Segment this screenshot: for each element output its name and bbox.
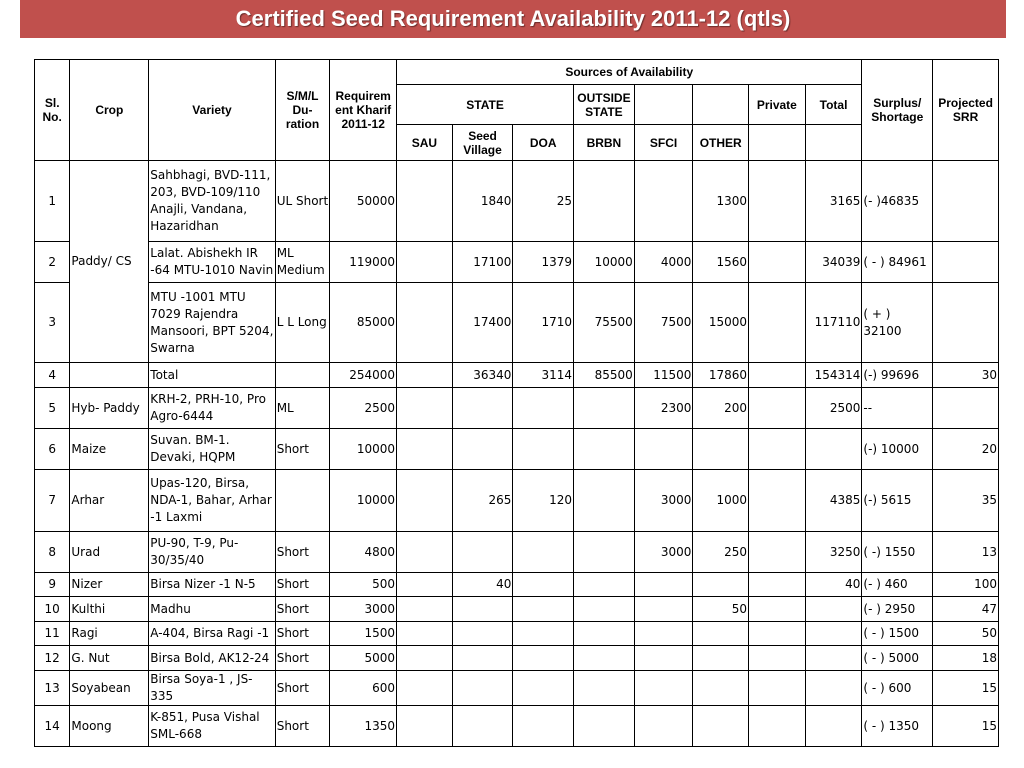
sau-cell xyxy=(397,646,453,671)
other-cell: 50 xyxy=(693,597,749,622)
private-cell xyxy=(749,622,806,646)
doa-cell xyxy=(513,622,574,646)
seed-village-cell xyxy=(452,622,513,646)
other-cell: 1560 xyxy=(693,242,749,283)
brbn-cell xyxy=(574,646,635,671)
sau-cell xyxy=(397,671,453,706)
projected-srr-cell: 50 xyxy=(933,622,999,646)
other-cell xyxy=(693,622,749,646)
requirement-cell: 500 xyxy=(330,573,397,597)
sfci-cell xyxy=(634,161,693,242)
header-row-1 xyxy=(35,60,999,85)
other-cell xyxy=(693,706,749,747)
surplus-cell: ( + ) 32100 xyxy=(862,283,933,363)
seed-village-cell xyxy=(452,646,513,671)
col-header-state: STATE xyxy=(397,85,574,125)
requirement-cell: 50000 xyxy=(330,161,397,242)
sl-no-cell: 2 xyxy=(35,242,70,283)
crop-cell: Hyb- Paddy xyxy=(70,388,149,429)
surplus-cell: ( - ) 1500 xyxy=(862,622,933,646)
table-row xyxy=(35,573,999,597)
table-row xyxy=(35,597,999,622)
variety-cell: Upas-120, Birsa, NDA-1, Bahar, Arhar -1 Laxmi xyxy=(149,470,275,532)
doa-cell xyxy=(513,388,574,429)
sau-cell xyxy=(397,388,453,429)
total-cell xyxy=(805,671,862,706)
sfci-cell: 2300 xyxy=(634,388,693,429)
table-row xyxy=(35,671,999,706)
doa-cell xyxy=(513,671,574,706)
seed-village-cell xyxy=(452,597,513,622)
col-header-brbn: BRBN xyxy=(574,125,635,161)
duration-cell xyxy=(275,363,330,388)
duration-cell: ML Medium xyxy=(275,242,330,283)
sau-cell xyxy=(397,429,453,470)
brbn-cell xyxy=(574,532,635,573)
other-cell xyxy=(693,671,749,706)
private-cell xyxy=(749,646,806,671)
table-row xyxy=(35,242,999,283)
sfci-cell: 3000 xyxy=(634,532,693,573)
col-header-duration: S/M/L Du-ration xyxy=(275,60,330,161)
brbn-cell xyxy=(574,470,635,532)
col-header-private: Private xyxy=(749,85,806,125)
sau-cell xyxy=(397,573,453,597)
table-row xyxy=(35,363,999,388)
seed-village-cell xyxy=(452,671,513,706)
seed-village-cell xyxy=(452,388,513,429)
projected-srr-cell: 35 xyxy=(933,470,999,532)
col-header-sfci: SFCI xyxy=(634,125,693,161)
col-header-sau: SAU xyxy=(397,125,453,161)
seed-village-cell: 17400 xyxy=(452,283,513,363)
col-header-blank-1 xyxy=(634,85,693,125)
seed-village-cell xyxy=(452,706,513,747)
requirement-cell: 600 xyxy=(330,671,397,706)
sau-cell xyxy=(397,283,453,363)
col-header-variety: Variety xyxy=(149,60,275,161)
brbn-cell: 85500 xyxy=(574,363,635,388)
sfci-cell: 7500 xyxy=(634,283,693,363)
other-cell: 200 xyxy=(693,388,749,429)
sl-no-cell: 14 xyxy=(35,706,70,747)
table-row xyxy=(35,646,999,671)
variety-cell: Birsa Soya-1 , JS-335 xyxy=(149,671,275,706)
sfci-cell xyxy=(634,706,693,747)
duration-cell: Short xyxy=(275,573,330,597)
surplus-cell: (- ) 460 xyxy=(862,573,933,597)
crop-cell: Nizer xyxy=(70,573,149,597)
sl-no-cell: 10 xyxy=(35,597,70,622)
other-cell: 1000 xyxy=(693,470,749,532)
sfci-cell: 4000 xyxy=(634,242,693,283)
requirement-cell: 119000 xyxy=(330,242,397,283)
brbn-cell xyxy=(574,429,635,470)
sfci-cell xyxy=(634,622,693,646)
projected-srr-cell xyxy=(933,283,999,363)
seed-village-cell: 40 xyxy=(452,573,513,597)
surplus-cell: ( - ) 600 xyxy=(862,671,933,706)
doa-cell xyxy=(513,597,574,622)
variety-cell: PU-90, T-9, Pu- 30/35/40 xyxy=(149,532,275,573)
requirement-cell: 4800 xyxy=(330,532,397,573)
doa-cell: 25 xyxy=(513,161,574,242)
col-header-surplus: Surplus/ Shortage xyxy=(862,60,933,161)
doa-cell: 120 xyxy=(513,470,574,532)
seed-village-cell: 17100 xyxy=(452,242,513,283)
col-header-doa: DOA xyxy=(513,125,574,161)
crop-cell: Arhar xyxy=(70,470,149,532)
variety-cell: Total xyxy=(149,363,275,388)
col-header-sources: Sources of Availability xyxy=(397,60,862,85)
total-cell: 40 xyxy=(805,573,862,597)
crop-cell: G. Nut xyxy=(70,646,149,671)
surplus-cell: (-) 99696 xyxy=(862,363,933,388)
private-cell xyxy=(749,470,806,532)
requirement-cell: 1350 xyxy=(330,706,397,747)
doa-cell xyxy=(513,532,574,573)
variety-cell: K-851, Pusa Vishal SML-668 xyxy=(149,706,275,747)
total-cell xyxy=(805,597,862,622)
seed-village-cell: 265 xyxy=(452,470,513,532)
col-header-blank-2 xyxy=(693,85,749,125)
requirement-cell: 1500 xyxy=(330,622,397,646)
requirement-cell: 10000 xyxy=(330,470,397,532)
sau-cell xyxy=(397,622,453,646)
doa-cell: 3114 xyxy=(513,363,574,388)
table-row xyxy=(35,470,999,532)
private-cell xyxy=(749,429,806,470)
surplus-cell: (-) 10000 xyxy=(862,429,933,470)
brbn-cell xyxy=(574,597,635,622)
duration-cell: ML xyxy=(275,388,330,429)
other-cell: 250 xyxy=(693,532,749,573)
other-cell xyxy=(693,573,749,597)
projected-srr-cell xyxy=(933,242,999,283)
col-header-projected-srr: Projected SRR xyxy=(933,60,999,161)
table-row xyxy=(35,622,999,646)
table-row xyxy=(35,706,999,747)
total-cell xyxy=(805,646,862,671)
other-cell xyxy=(693,646,749,671)
variety-cell: A-404, Birsa Ragi -1 xyxy=(149,622,275,646)
seed-village-cell xyxy=(452,532,513,573)
total-cell xyxy=(805,622,862,646)
crop-cell: Moong xyxy=(70,706,149,747)
projected-srr-cell: 13 xyxy=(933,532,999,573)
doa-cell xyxy=(513,646,574,671)
sl-no-cell: 5 xyxy=(35,388,70,429)
brbn-cell xyxy=(574,671,635,706)
sl-no-cell: 6 xyxy=(35,429,70,470)
sl-no-cell: 12 xyxy=(35,646,70,671)
private-cell xyxy=(749,532,806,573)
brbn-cell xyxy=(574,706,635,747)
sl-no-cell: 9 xyxy=(35,573,70,597)
sfci-cell xyxy=(634,429,693,470)
sl-no-cell: 8 xyxy=(35,532,70,573)
projected-srr-cell: 47 xyxy=(933,597,999,622)
variety-cell: Birsa Nizer -1 N-5 xyxy=(149,573,275,597)
other-cell: 1300 xyxy=(693,161,749,242)
total-cell: 34039 xyxy=(805,242,862,283)
private-cell xyxy=(749,597,806,622)
crop-cell: Urad xyxy=(70,532,149,573)
variety-cell: Lalat. Abishekh IR -64 MTU-1010 Navin xyxy=(149,242,275,283)
requirement-cell: 10000 xyxy=(330,429,397,470)
variety-cell: Birsa Bold, AK12-24 xyxy=(149,646,275,671)
title-bar xyxy=(20,0,1006,38)
seed-village-cell: 1840 xyxy=(452,161,513,242)
projected-srr-cell: 20 xyxy=(933,429,999,470)
page-title: Certified Seed Requirement Availability 2011-12 (qtls) xyxy=(235,6,791,31)
sfci-cell xyxy=(634,646,693,671)
duration-cell xyxy=(275,470,330,532)
projected-srr-cell: 100 xyxy=(933,573,999,597)
total-cell: 3250 xyxy=(805,532,862,573)
col-header-total: Total xyxy=(805,85,862,125)
crop-cell-paddy: Paddy/ CS xyxy=(70,161,149,363)
requirement-cell: 254000 xyxy=(330,363,397,388)
variety-cell: Suvan. BM-1. Devaki, HQPM xyxy=(149,429,275,470)
private-cell xyxy=(749,706,806,747)
col-header-total-sub xyxy=(805,125,862,161)
private-cell xyxy=(749,161,806,242)
variety-cell: Sahbhagi, BVD-111, 203, BVD-109/110 Anajli, Vandana, Hazaridhan xyxy=(149,161,275,242)
col-header-other: OTHER xyxy=(693,125,749,161)
brbn-cell xyxy=(574,161,635,242)
total-cell xyxy=(805,429,862,470)
projected-srr-cell xyxy=(933,388,999,429)
duration-cell: L L Long xyxy=(275,283,330,363)
private-cell xyxy=(749,363,806,388)
private-cell xyxy=(749,242,806,283)
private-cell xyxy=(749,283,806,363)
sau-cell xyxy=(397,161,453,242)
brbn-cell: 10000 xyxy=(574,242,635,283)
surplus-cell: (- )46835 xyxy=(862,161,933,242)
seed-village-cell xyxy=(452,429,513,470)
requirement-cell: 85000 xyxy=(330,283,397,363)
private-cell xyxy=(749,388,806,429)
duration-cell: Short xyxy=(275,532,330,573)
duration-cell: Short xyxy=(275,429,330,470)
projected-srr-cell: 18 xyxy=(933,646,999,671)
surplus-cell: (-) 5615 xyxy=(862,470,933,532)
sfci-cell xyxy=(634,597,693,622)
duration-cell: Short xyxy=(275,671,330,706)
duration-cell: UL Short xyxy=(275,161,330,242)
sfci-cell: 11500 xyxy=(634,363,693,388)
brbn-cell xyxy=(574,388,635,429)
total-cell xyxy=(805,706,862,747)
doa-cell xyxy=(513,573,574,597)
surplus-cell: ( - ) 84961 xyxy=(862,242,933,283)
table-row xyxy=(35,161,999,242)
sau-cell xyxy=(397,532,453,573)
brbn-cell xyxy=(574,573,635,597)
seed-village-cell: 36340 xyxy=(452,363,513,388)
projected-srr-cell: 15 xyxy=(933,671,999,706)
duration-cell: Short xyxy=(275,706,330,747)
crop-cell: Kulthi xyxy=(70,597,149,622)
projected-srr-cell xyxy=(933,161,999,242)
variety-cell: KRH-2, PRH-10, Pro Agro-6444 xyxy=(149,388,275,429)
surplus-cell: ( -) 1550 xyxy=(862,532,933,573)
brbn-cell: 75500 xyxy=(574,283,635,363)
duration-cell: Short xyxy=(275,597,330,622)
sfci-cell xyxy=(634,573,693,597)
col-header-crop: Crop xyxy=(70,60,149,161)
sfci-cell: 3000 xyxy=(634,470,693,532)
table-row xyxy=(35,388,999,429)
sau-cell xyxy=(397,597,453,622)
duration-cell: Short xyxy=(275,646,330,671)
doa-cell: 1710 xyxy=(513,283,574,363)
projected-srr-cell: 15 xyxy=(933,706,999,747)
surplus-cell: -- xyxy=(862,388,933,429)
surplus-cell: ( - ) 5000 xyxy=(862,646,933,671)
total-cell: 3165 xyxy=(805,161,862,242)
sl-no-cell: 11 xyxy=(35,622,70,646)
col-header-requirement: Requirem ent Kharif 2011-12 xyxy=(330,60,397,161)
other-cell xyxy=(693,429,749,470)
col-header-private-sub xyxy=(749,125,806,161)
sl-no-cell: 13 xyxy=(35,671,70,706)
table-row xyxy=(35,429,999,470)
surplus-cell: ( - ) 1350 xyxy=(862,706,933,747)
sau-cell xyxy=(397,363,453,388)
sl-no-cell: 1 xyxy=(35,161,70,242)
sl-no-cell: 3 xyxy=(35,283,70,363)
crop-cell: Maize xyxy=(70,429,149,470)
doa-cell xyxy=(513,429,574,470)
other-cell: 17860 xyxy=(693,363,749,388)
sau-cell xyxy=(397,242,453,283)
total-cell: 154314 xyxy=(805,363,862,388)
sl-no-cell: 7 xyxy=(35,470,70,532)
crop-cell xyxy=(70,363,149,388)
brbn-cell xyxy=(574,622,635,646)
requirement-cell: 5000 xyxy=(330,646,397,671)
seed-table xyxy=(34,59,999,747)
other-cell: 15000 xyxy=(693,283,749,363)
sl-no-cell: 4 xyxy=(35,363,70,388)
sau-cell xyxy=(397,706,453,747)
projected-srr-cell: 30 xyxy=(933,363,999,388)
requirement-cell: 3000 xyxy=(330,597,397,622)
col-header-seed-village: Seed Village xyxy=(452,125,513,161)
variety-cell: Madhu xyxy=(149,597,275,622)
total-cell: 117110 xyxy=(805,283,862,363)
col-header-outside-state: OUTSIDE STATE xyxy=(574,85,635,125)
sau-cell xyxy=(397,470,453,532)
table-row xyxy=(35,532,999,573)
requirement-cell: 2500 xyxy=(330,388,397,429)
crop-cell: Soyabean xyxy=(70,671,149,706)
table-row xyxy=(35,283,999,363)
col-header-sl-no: Sl. No. xyxy=(35,60,70,161)
total-cell: 4385 xyxy=(805,470,862,532)
sfci-cell xyxy=(634,671,693,706)
doa-cell xyxy=(513,706,574,747)
crop-cell: Ragi xyxy=(70,622,149,646)
private-cell xyxy=(749,573,806,597)
doa-cell: 1379 xyxy=(513,242,574,283)
surplus-cell: (- ) 2950 xyxy=(862,597,933,622)
variety-cell: MTU -1001 MTU 7029 Rajendra Mansoori, BPT 5204, Swarna xyxy=(149,283,275,363)
private-cell xyxy=(749,671,806,706)
total-cell: 2500 xyxy=(805,388,862,429)
duration-cell: Short xyxy=(275,622,330,646)
